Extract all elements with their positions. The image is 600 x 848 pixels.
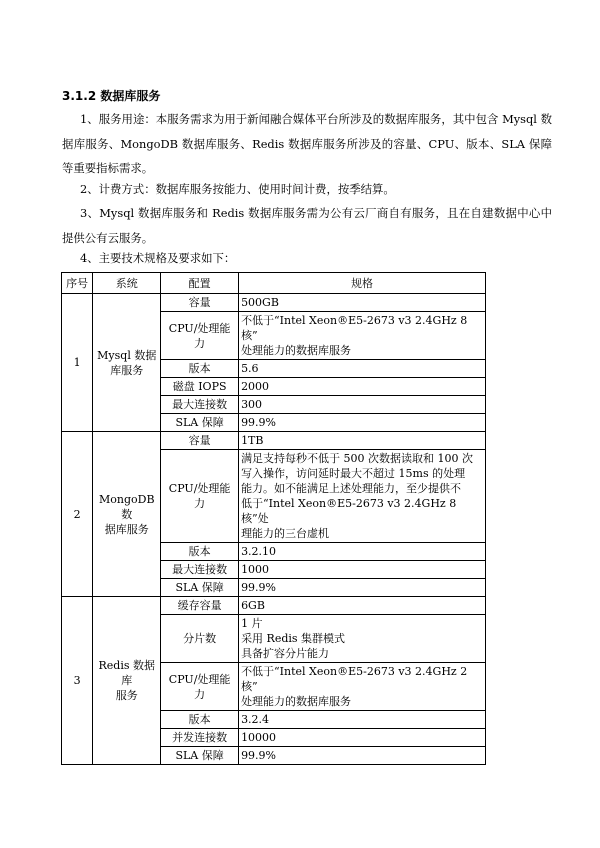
config-line: 磁盘 IOPS xyxy=(172,380,227,393)
system-line: 服务 xyxy=(115,689,138,702)
cell-spec xyxy=(239,663,486,711)
cell-config xyxy=(161,360,239,378)
config-line: 版本 xyxy=(188,545,211,558)
spec-line: 2000 xyxy=(241,380,270,393)
cell-spec xyxy=(239,615,486,663)
config-line: 力 xyxy=(194,497,206,510)
cell-config xyxy=(161,711,239,729)
spec-line: 3.2.10 xyxy=(241,545,277,558)
cell-config xyxy=(161,579,239,597)
cell-spec xyxy=(239,729,486,747)
system-line: 库服务 xyxy=(110,363,144,377)
config-line: 力 xyxy=(194,687,206,701)
paragraph-billing xyxy=(62,177,552,202)
cell-no: 3 xyxy=(62,597,93,765)
config-line: SLA 保障 xyxy=(175,581,224,594)
cell-spec xyxy=(239,747,486,765)
spec-line: 1TB xyxy=(241,434,264,447)
config-line: 分片数 xyxy=(183,632,217,645)
cell-config xyxy=(161,294,239,312)
cell-spec xyxy=(239,378,486,396)
cell-config xyxy=(161,615,239,663)
spec-line: 1 片 xyxy=(241,617,263,630)
config-line: 最大连接数 xyxy=(172,398,228,411)
cell-system xyxy=(93,432,161,597)
section-heading: 3.1.2 数据库服务 xyxy=(62,89,161,103)
spec-line: 不低于“Intel Xeon®E5-2673 v3 2.4GHz 2 核” xyxy=(241,665,468,693)
config-line: 最大连接数 xyxy=(172,563,228,576)
cell-spec xyxy=(239,579,486,597)
paragraph-usage xyxy=(62,107,552,181)
spec-line: 1000 xyxy=(241,563,270,576)
paragraph-provider-text: 3、Mysql 数据库服务和 Redis 数据库服务需为公有云厂商自有服务，且在自建数据中心中提供公有云服务。 xyxy=(62,206,552,245)
cell-spec xyxy=(239,543,486,561)
cell-config xyxy=(161,729,239,747)
table-row xyxy=(62,597,486,615)
table-header-row xyxy=(62,273,486,294)
config-line: CPU/处理能 xyxy=(168,321,231,335)
spec-line: 采用 Redis 集群模式 xyxy=(241,632,346,645)
cell-spec xyxy=(239,360,486,378)
config-line: CPU/处理能 xyxy=(168,672,231,686)
cell-spec xyxy=(239,432,486,450)
config-line: 力 xyxy=(194,336,206,350)
paragraph-provider xyxy=(62,201,552,250)
cell-spec xyxy=(239,312,486,360)
system-line: MongoDB 数 xyxy=(98,492,155,521)
cell-config xyxy=(161,450,239,543)
config-line: 容量 xyxy=(188,296,211,309)
cell-config xyxy=(161,543,239,561)
header-system: 系统 xyxy=(93,273,161,294)
config-line: SLA 保障 xyxy=(175,749,224,762)
spec-line: 6GB xyxy=(241,599,265,612)
cell-spec xyxy=(239,414,486,432)
cell-spec xyxy=(239,396,486,414)
config-line: SLA 保障 xyxy=(175,416,224,429)
table-row xyxy=(62,432,486,450)
spec-line: 能力。如不能满足上述处理能力，至少提供不 xyxy=(241,482,462,495)
system-line: 据库服务 xyxy=(104,522,149,536)
config-line: 容量 xyxy=(188,434,211,447)
paragraph-spec-intro-text: 4、主要技术规格及要求如下： xyxy=(80,251,236,265)
cell-spec xyxy=(239,294,486,312)
cell-config xyxy=(161,396,239,414)
cell-spec xyxy=(239,450,486,543)
cell-spec xyxy=(239,597,486,615)
spec-line: 99.9% xyxy=(241,416,277,429)
system-line: Redis 数据库 xyxy=(98,659,155,687)
config-line: 缓存容量 xyxy=(177,599,222,612)
spec-line: 不低于“Intel Xeon®E5-2673 v3 2.4GHz 8 核” xyxy=(241,314,468,342)
table-row xyxy=(62,294,486,312)
spec-line: 满足支持每秒不低于 500 次数据读取和 100 次 xyxy=(241,452,474,465)
paragraph-billing-text: 2、计费方式：数据库服务按能力、使用时间计费，按季结算。 xyxy=(80,182,395,196)
cell-system xyxy=(93,294,161,432)
cell-config xyxy=(161,561,239,579)
system-line: Mysql 数据 xyxy=(97,348,157,362)
cell-no: 1 xyxy=(62,294,93,432)
spec-line: 10000 xyxy=(241,731,277,744)
spec-line: 处理能力的数据库服务 xyxy=(241,344,352,357)
table-body xyxy=(62,294,486,765)
config-line: 版本 xyxy=(188,362,211,375)
spec-line: 99.9% xyxy=(241,581,277,594)
spec-line: 理能力的三台虚机 xyxy=(241,527,330,540)
cell-config xyxy=(161,597,239,615)
header-no: 序号 xyxy=(62,273,93,294)
spec-line: 低于“Intel Xeon®E5-2673 v3 2.4GHz 8 核”处 xyxy=(241,497,457,525)
spec-line: 5.6 xyxy=(241,362,259,375)
cell-spec xyxy=(239,711,486,729)
spec-line: 500GB xyxy=(241,296,279,309)
cell-system xyxy=(93,597,161,765)
cell-config xyxy=(161,432,239,450)
cell-config xyxy=(161,378,239,396)
spec-line: 具备扩容分片能力 xyxy=(241,647,330,660)
cell-config xyxy=(161,663,239,711)
cell-config xyxy=(161,747,239,765)
spec-table xyxy=(61,272,486,765)
header-config: 配置 xyxy=(161,273,239,294)
spec-line: 处理能力的数据库服务 xyxy=(241,695,352,708)
spec-line: 3.2.4 xyxy=(241,713,270,726)
spec-line: 写入操作，访问延时最大不超过 15ms 的处理 xyxy=(241,467,466,480)
paragraph-spec-intro xyxy=(62,246,552,271)
config-line: CPU/处理能 xyxy=(168,482,231,495)
paragraph-usage-text: 1、服务用途：本服务需求为用于新闻融合媒体平台所涉及的数据库服务，其中包含 Mysql 数据库服务、MongoDB 数据库服务、Redis 数据库服务所涉及的容量、CPU、版本、SLA 保障等重要指标需求。 xyxy=(62,112,552,175)
cell-config xyxy=(161,312,239,360)
spec-line: 300 xyxy=(241,398,263,411)
header-spec: 规格 xyxy=(239,273,486,294)
cell-config xyxy=(161,414,239,432)
cell-no: 2 xyxy=(62,432,93,597)
config-line: 并发连接数 xyxy=(172,731,228,744)
cell-spec xyxy=(239,561,486,579)
spec-line: 99.9% xyxy=(241,749,277,762)
config-line: 版本 xyxy=(188,713,211,726)
